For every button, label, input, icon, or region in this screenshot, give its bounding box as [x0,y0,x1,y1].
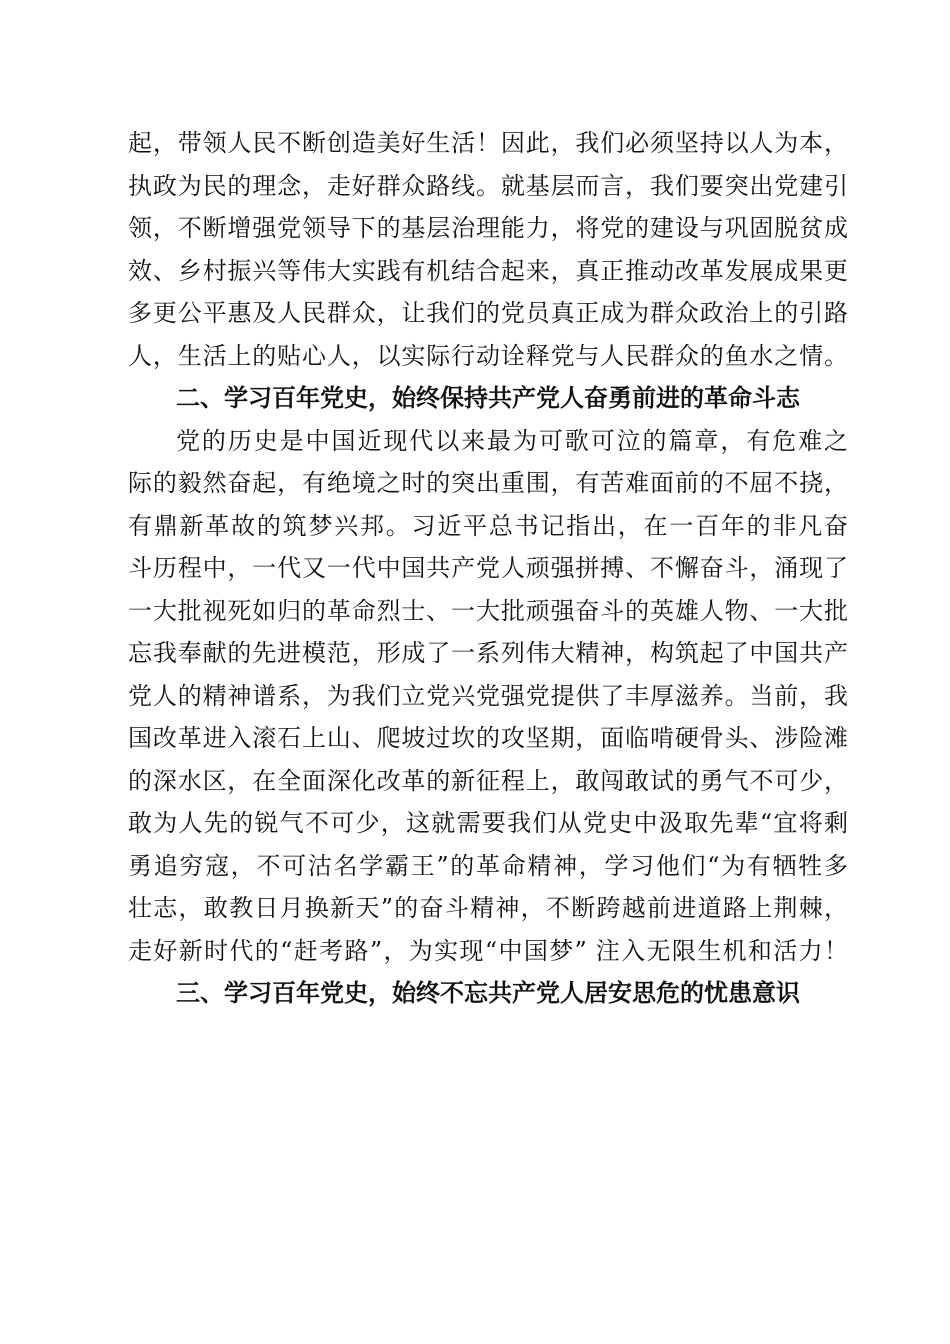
text-line: 人，生活上的贴心人，以实际行动诠释党与人民群众的鱼水之情。 [128,342,848,370]
text-line: 斗历程中，一代又一代中国共产党人顽强拼搏、不懈奋斗，涌现了 [128,554,848,582]
text-line: 壮志，敢教日月换新天”的奋斗精神，不断跨越前进道路上荆棘， [128,894,848,922]
text-line: 领，不断增强党领导下的基层治理能力，将党的建设与巩固脱贫成 [128,214,848,242]
text-line: 多更公平惠及人民群众，让我们的党员真正成为群众政治上的引路 [128,299,848,327]
text-line: 效、乡村振兴等伟大实践有机结合起来，真正推动改革发展成果更 [128,257,848,285]
section-heading-2: 二、学习百年党史，始终保持共产党人奋勇前进的革命斗志 [176,383,800,412]
text-line: 的深水区，在全面深化改革的新征程上，敢闯敢试的勇气不可少， [128,767,848,795]
text-line: 有鼎新革故的筑梦兴邦。习近平总书记指出，在一百年的非凡奋 [128,512,848,540]
text-line: 走好新时代的“赶考路”，为实现“中国梦” 注入无限生机和活力！ [128,937,848,965]
text-line: 敢为人先的锐气不可少，这就需要我们从党史中汲取先辈“宜将剩 [128,809,848,837]
text-line: 一大批视死如归的革命烈士、一大批顽强奋斗的英雄人物、一大批 [128,597,848,625]
text-line: 勇追穷寇，不可沽名学霸王”的革命精神，学习他们“为有牺牲多 [128,852,848,880]
text-line: 党人的精神谱系，为我们立党兴党强党提供了丰厚滋养。当前，我 [128,682,848,710]
text-line: 忘我奉献的先进模范，形成了一系列伟大精神，构筑起了中国共产 [128,639,848,667]
text-line: 际的毅然奋起，有绝境之时的突出重围，有苦难面前的不屈不挠， [128,469,848,497]
text-line: 党的历史是中国近现代以来最为可歌可泣的篇章，有危难之 [176,427,848,455]
text-line: 国改革进入滚石上山、爬坡过坎的攻坚期，面临啃硬骨头、涉险滩 [128,724,848,752]
text-line: 起，带领人民不断创造美好生活！因此，我们必须坚持以人为本， [128,129,848,157]
text-line: 执政为民的理念，走好群众路线。就基层而言，我们要突出党建引 [128,172,848,200]
section-heading-3: 三、学习百年党史，始终不忘共产党人居安思危的忧患意识 [176,978,800,1007]
